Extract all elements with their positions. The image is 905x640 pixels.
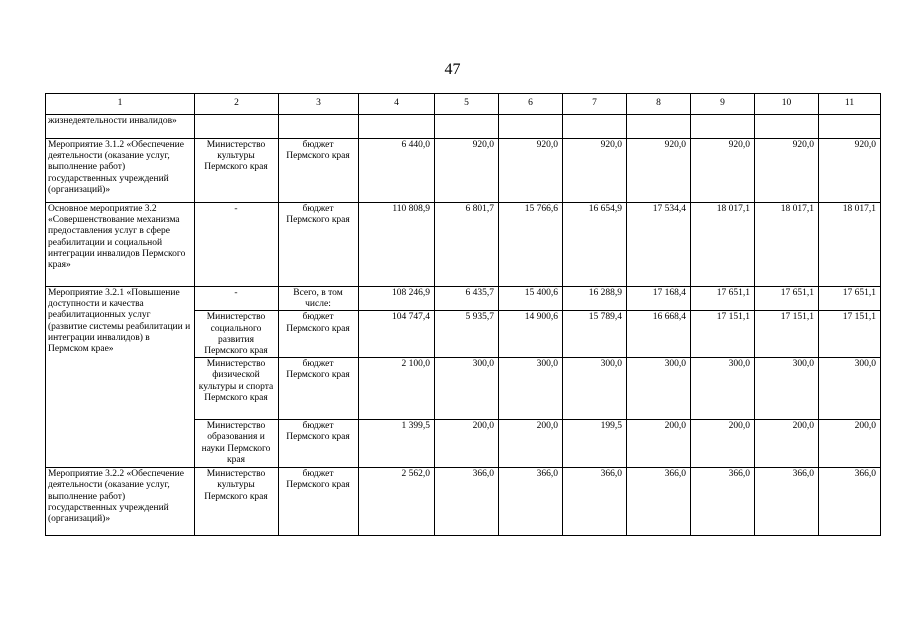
activity-name: Основное мероприятие 3.2 «Совершенствование механизма предоставления услуг в сфере реабилитации и социальной интеграции инвалидов Пермского края» <box>46 203 195 287</box>
value-cell <box>691 115 755 139</box>
value-cell: 200,0 <box>755 420 819 468</box>
value-cell: 200,0 <box>435 420 499 468</box>
value-cell: 200,0 <box>691 420 755 468</box>
value-cell: 17 534,4 <box>627 203 691 287</box>
value-cell: 6 440,0 <box>359 139 435 203</box>
responsible-party: Министерство социального развития Пермского края <box>195 311 279 358</box>
value-cell: 366,0 <box>627 468 691 536</box>
value-cell: 108 246,9 <box>359 287 435 311</box>
budget-table <box>45 93 881 536</box>
page-number: 47 <box>444 61 461 78</box>
activity-name: Мероприятие 3.1.2 «Обеспечение деятельности (оказание услуг, выполнение работ) государственных учреждений (организаций)» <box>46 139 195 203</box>
value-cell: 200,0 <box>627 420 691 468</box>
responsible-party: - <box>195 203 279 287</box>
column-header: 3 <box>279 94 359 115</box>
table-row <box>46 287 881 311</box>
value-cell: 199,5 <box>563 420 627 468</box>
value-cell <box>627 115 691 139</box>
value-cell: 920,0 <box>691 139 755 203</box>
value-cell: 16 654,9 <box>563 203 627 287</box>
column-header: 9 <box>691 94 755 115</box>
value-cell: 200,0 <box>499 420 563 468</box>
value-cell: 17 151,1 <box>819 311 881 358</box>
funding-source: Всего, в том числе: <box>279 287 359 311</box>
value-cell: 300,0 <box>563 358 627 420</box>
value-cell <box>359 115 435 139</box>
value-cell: 366,0 <box>755 468 819 536</box>
value-cell: 16 668,4 <box>627 311 691 358</box>
column-header: 6 <box>499 94 563 115</box>
value-cell: 300,0 <box>691 358 755 420</box>
column-header: 4 <box>359 94 435 115</box>
value-cell: 2 562,0 <box>359 468 435 536</box>
value-cell: 17 651,1 <box>819 287 881 311</box>
value-cell: 15 766,6 <box>499 203 563 287</box>
value-cell: 300,0 <box>627 358 691 420</box>
funding-source: бюджет Пермского края <box>279 420 359 468</box>
responsible-party <box>195 115 279 139</box>
value-cell <box>499 115 563 139</box>
value-cell: 6 801,7 <box>435 203 499 287</box>
table-row <box>46 468 881 536</box>
column-header: 5 <box>435 94 499 115</box>
funding-source: бюджет Пермского края <box>279 139 359 203</box>
value-cell: 14 900,6 <box>499 311 563 358</box>
value-cell: 300,0 <box>755 358 819 420</box>
table-row <box>46 139 881 203</box>
value-cell: 920,0 <box>627 139 691 203</box>
value-cell: 366,0 <box>691 468 755 536</box>
value-cell: 18 017,1 <box>819 203 881 287</box>
value-cell: 1 399,5 <box>359 420 435 468</box>
value-cell: 110 808,9 <box>359 203 435 287</box>
value-cell: 366,0 <box>819 468 881 536</box>
column-header: 2 <box>195 94 279 115</box>
value-cell: 920,0 <box>499 139 563 203</box>
funding-source <box>279 115 359 139</box>
column-header: 7 <box>563 94 627 115</box>
value-cell: 366,0 <box>563 468 627 536</box>
value-cell <box>819 115 881 139</box>
value-cell <box>755 115 819 139</box>
value-cell: 17 651,1 <box>755 287 819 311</box>
table-row <box>46 115 881 139</box>
responsible-party: Министерство образования и науки Пермского края <box>195 420 279 468</box>
funding-source: бюджет Пермского края <box>279 358 359 420</box>
column-header: 10 <box>755 94 819 115</box>
column-header: 1 <box>46 94 195 115</box>
responsible-party: - <box>195 287 279 311</box>
value-cell: 300,0 <box>819 358 881 420</box>
activity-name: Мероприятие 3.2.1 «Повышение доступности и качества реабилитационных услуг (развитие системы реабилитации и интеграции инвалидов) в Пермском крае» <box>46 287 195 468</box>
value-cell: 920,0 <box>819 139 881 203</box>
value-cell <box>563 115 627 139</box>
value-cell <box>435 115 499 139</box>
responsible-party: Министерство физической культуры и спорта Пермского края <box>195 358 279 420</box>
column-header: 8 <box>627 94 691 115</box>
value-cell: 18 017,1 <box>755 203 819 287</box>
value-cell: 104 747,4 <box>359 311 435 358</box>
value-cell: 300,0 <box>435 358 499 420</box>
table-row <box>46 203 881 287</box>
value-cell: 17 151,1 <box>691 311 755 358</box>
value-cell: 6 435,7 <box>435 287 499 311</box>
activity-name: жизнедеятельности инвалидов» <box>46 115 195 139</box>
value-cell: 2 100,0 <box>359 358 435 420</box>
funding-source: бюджет Пермского края <box>279 311 359 358</box>
value-cell: 366,0 <box>499 468 563 536</box>
value-cell: 920,0 <box>755 139 819 203</box>
funding-source: бюджет Пермского края <box>279 468 359 536</box>
value-cell: 16 288,9 <box>563 287 627 311</box>
value-cell: 18 017,1 <box>691 203 755 287</box>
activity-name: Мероприятие 3.2.2 «Обеспечение деятельности (оказание услуг, выполнение работ) государственных учреждений (организаций)» <box>46 468 195 536</box>
column-header: 11 <box>819 94 881 115</box>
table-header-row <box>46 94 881 115</box>
value-cell: 15 789,4 <box>563 311 627 358</box>
value-cell: 5 935,7 <box>435 311 499 358</box>
value-cell: 15 400,6 <box>499 287 563 311</box>
value-cell: 920,0 <box>563 139 627 203</box>
responsible-party: Министерство культуры Пермского края <box>195 468 279 536</box>
value-cell: 200,0 <box>819 420 881 468</box>
funding-source: бюджет Пермского края <box>279 203 359 287</box>
value-cell: 17 168,4 <box>627 287 691 311</box>
responsible-party: Министерство культуры Пермского края <box>195 139 279 203</box>
value-cell: 17 651,1 <box>691 287 755 311</box>
value-cell: 920,0 <box>435 139 499 203</box>
value-cell: 300,0 <box>499 358 563 420</box>
value-cell: 17 151,1 <box>755 311 819 358</box>
value-cell: 366,0 <box>435 468 499 536</box>
